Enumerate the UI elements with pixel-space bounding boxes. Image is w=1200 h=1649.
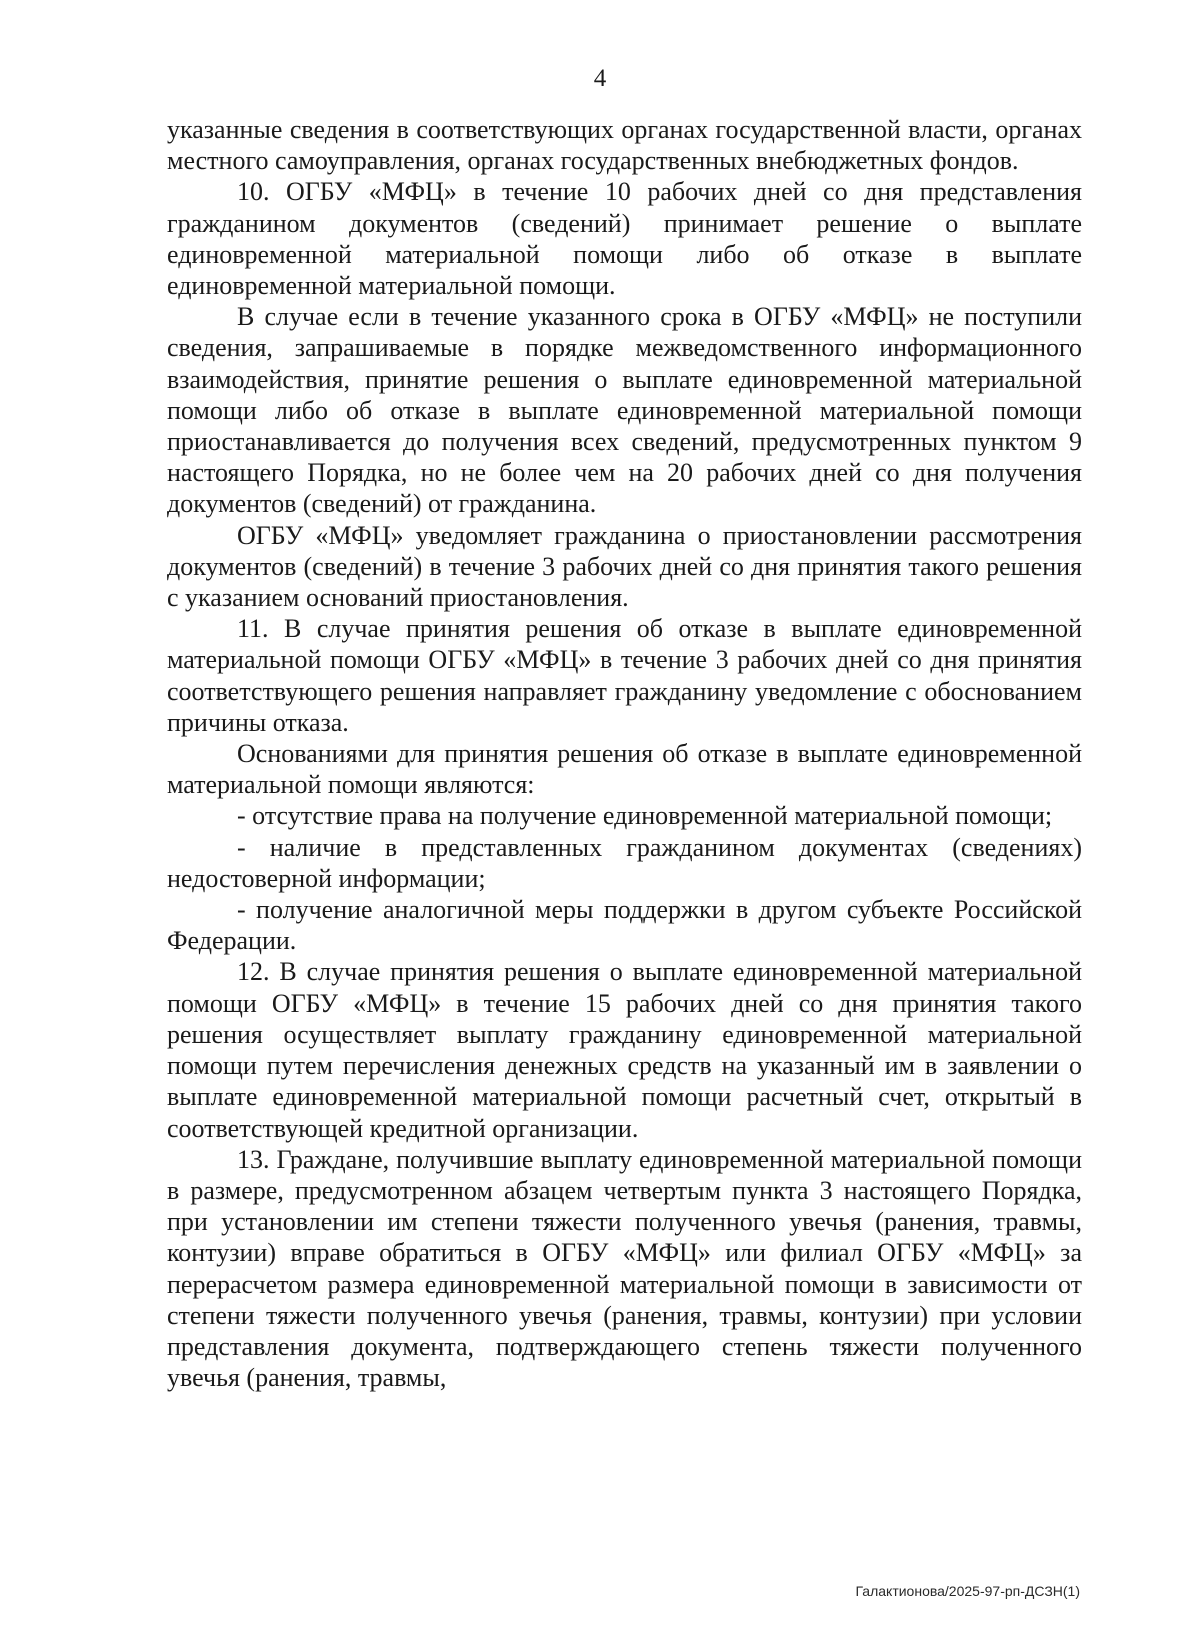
paragraph-notification: ОГБУ «МФЦ» уведомляет гражданина о приостановлении рассмотрения документов (сведений) в течение 3 рабочих дней со дня принятия такого решения с указанием оснований приостановления. (167, 520, 1082, 613)
paragraph-item-13: 13. Граждане, получившие выплату единовременной материальной помощи в размере, предусмотренном абзацем четвертым пункта 3 настоящего Порядка, при установлении им степени тяжести полученного увечья (ранения, травмы, контузии) вправе обратиться в ОГБУ «МФЦ» или филиал ОГБУ «МФЦ» за перерасчетом размера единовременной материальной помощи в зависимости от степени тяжести полученного увечья (ранения, травмы, контузии) при условии представления документа, подтверждающего степень тяжести полученного увечья (ранения, травмы, (167, 1144, 1082, 1393)
paragraph-continuation: указанные сведения в соответствующих органах государственной власти, органах местного самоуправления, органах государственных внебюджетных фондов. (167, 115, 1082, 176)
paragraph-item-12: 12. В случае принятия решения о выплате единовременной материальной помощи ОГБУ «МФЦ» в течение 15 рабочих дней со дня принятия такого решения осуществляет выплату гражданину единовременной материальной помощи путем перечисления денежных средств на указанный им в заявлении о выплате единовременной материальной помощи расчетный счет, открытый в соответствующей кредитной организации. (167, 957, 1082, 1143)
paragraph-item-10: 10. ОГБУ «МФЦ» в течение 10 рабочих дней со дня представления гражданином документов (сведений) принимает решение о выплате единовременной материальной помощи либо об отказе в выплате единовременной материальной помощи. (167, 177, 1082, 301)
paragraph-grounds: Основаниями для принятия решения об отказе в выплате единовременной материальной помощи являются: (167, 739, 1082, 800)
paragraph-item-11: 11. В случае принятия решения об отказе в выплате единовременной материальной помощи ОГБУ «МФЦ» в течение 3 рабочих дней со дня принятия соответствующего решения направляет гражданину уведомление с обоснованием причины отказа. (167, 614, 1082, 737)
paragraph-suspension: В случае если в течение указанного срока в ОГБУ «МФЦ» не поступили сведения, запрашиваемые в порядке межведомственного информационного взаимодействия, принятие решения о выплате единовременной материальной помощи либо об отказе в выплате единовременной материальной помощи приостанавливается до получения всех сведений, предусмотренных пунктом 9 настоящего Порядка, но не более чем на 20 рабочих дней со дня получения документов (сведений) от гражданина. (167, 302, 1082, 519)
document-reference: Галактионова/2025-97-рп-ДСЗН(1) (855, 1583, 1080, 1599)
list-item-no-right: - отсутствие права на получение единовременной материальной помощи; (237, 801, 1053, 831)
list-item-similar-support: - получение аналогичной меры поддержки в другом субъекте Российской Федерации. (167, 895, 1082, 956)
document-body (167, 114, 1082, 1393)
page-number: 4 (593, 65, 607, 92)
list-item-false-info: - наличие в представленных гражданином документах (сведениях) недостоверной информации; (167, 832, 1082, 893)
